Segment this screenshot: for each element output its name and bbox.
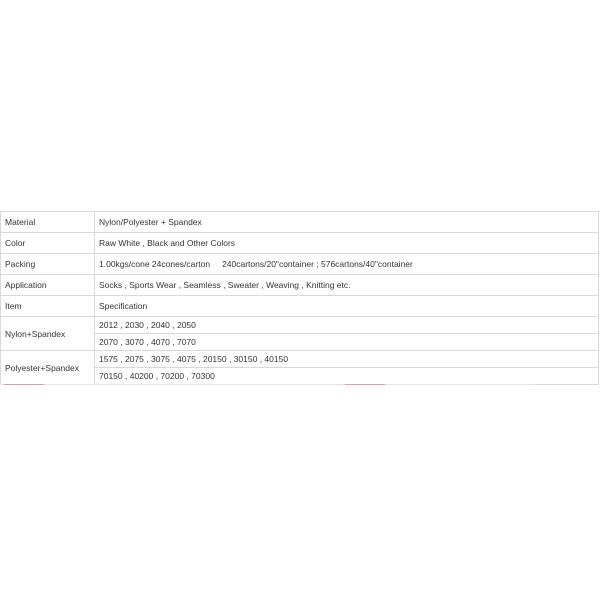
bottom-accent-left (4, 384, 44, 385)
table-row-packing (1, 254, 599, 275)
row-label: Material (1, 212, 95, 233)
row-label: Item (1, 296, 95, 317)
table-row-material (1, 212, 599, 233)
group-line: 2070 , 3070 , 4070 , 7070 (95, 334, 599, 351)
row-label: Application (1, 275, 95, 296)
row-value: Socks , Sports Wear , Seamless , Sweater , Weaving , Knitting etc. (95, 275, 599, 296)
table-row-nylon-spandex (1, 317, 599, 334)
row-label: Packing (1, 254, 95, 275)
bottom-divider (0, 384, 535, 385)
bottom-accent-right (345, 384, 385, 385)
table-row-application (1, 275, 599, 296)
packing-per-carton: 1.00kgs/cone 24cones/carton (99, 259, 211, 269)
spec-table (0, 211, 599, 385)
row-value (95, 254, 599, 275)
row-value: Nylon/Polyester + Spandex (95, 212, 599, 233)
packing-per-container: 240cartons/20"container ; 576cartons/40"container (222, 259, 413, 269)
group-line: 1575 , 2075 , 3075 , 4075 , 20150 , 30150 , 40150 (95, 351, 599, 368)
row-value: Raw White , Black and Other Colors (95, 233, 599, 254)
table-row-color (1, 233, 599, 254)
group-line: 2012 , 2030 , 2040 , 2050 (95, 317, 599, 334)
group-label: Nylon+Spandex (1, 317, 95, 351)
table-row-polyester-spandex (1, 351, 599, 368)
table-row-item (1, 296, 599, 317)
group-label: Polyester+Spandex (1, 351, 95, 385)
row-label: Color (1, 233, 95, 254)
group-line: 70150 , 40200 , 70200 , 70300 (95, 368, 599, 385)
row-value: Specification (95, 296, 599, 317)
